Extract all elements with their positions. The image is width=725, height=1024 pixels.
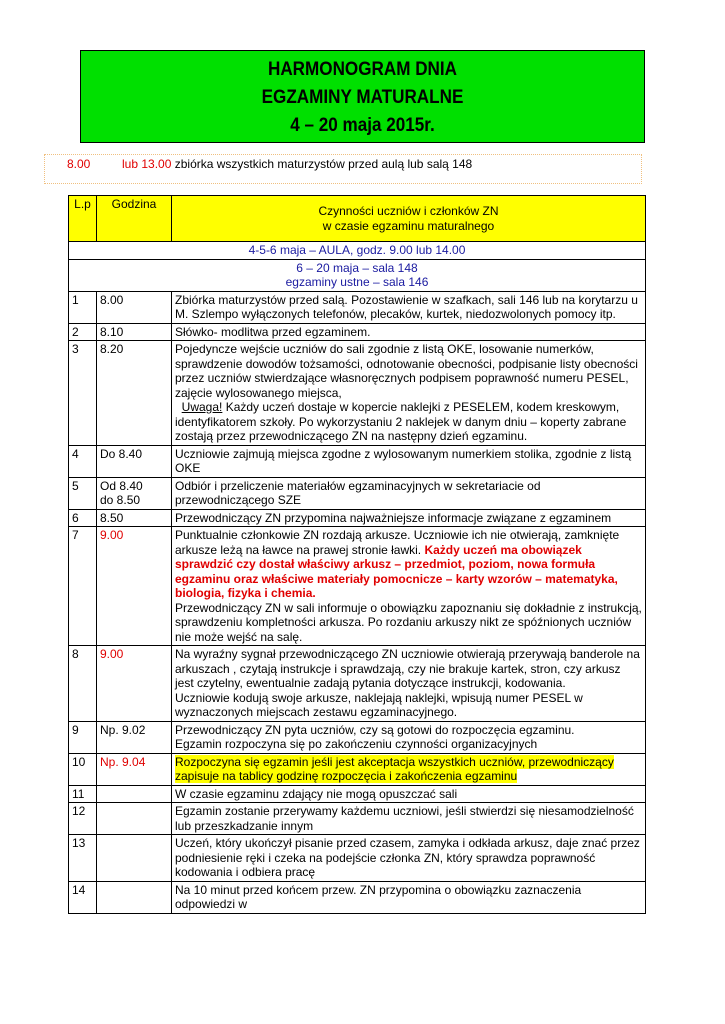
section-sala-line-1: 6 – 20 maja – sala 148	[296, 260, 418, 275]
row-time: 8.50	[97, 509, 172, 527]
row-text-part-a: Na wyraźny sygnał przewodniczącego ZN uczniowie otwierają przerywają banderole na arkuszach , czytają instrukcje i sprawdzają, czy nie brakuje kartek, stron, czy arkusz jest czytelny, ewentualnie zadają pytania dotyczące instrukcji, kodowania.	[175, 647, 640, 690]
row-time: 9.00	[97, 646, 172, 722]
table-row	[69, 341, 646, 446]
row-time-line-1: Od 8.40	[100, 478, 143, 493]
row-text: Zbiórka maturzystów przed salą. Pozostawienie w szafkach, sali 146 lub na korytarzu u M. Szlempo wyłączonych telefonów, plecaków, kurtek, niedozwolonych pomocy itp.	[172, 291, 646, 323]
header-time: Godzina	[97, 196, 172, 242]
row-text-part-b: Przewodniczący ZN w sali informuje o obowiązku zapoznaniu się dokładnie z instrukcją, sprawdzeniu kompletności arkusza. Po rozdaniu arkuszy nikt ze spóźnionych uczniów nie może wejść na salę.	[175, 600, 642, 644]
table-row	[69, 477, 646, 509]
row-text-emphasis: Każdy uczeń ma obowiązek sprawdzić czy dostał właściwy arkusz – przedmiot, poziom, nowa formuła egzaminu oraz właściwe materiały pomocnicze – karty wzorów – matematyka, biologia, fizyka i chemia.	[175, 542, 618, 600]
table-row	[69, 445, 646, 477]
row-text-part-b: Egzamin rozpoczyna się po zakończeniu czynności organizacyjnych	[175, 737, 538, 751]
row-text: Uczniowie zajmują miejsca zgodne z wylosowanym numerkiem stolika, zgodnie z listą OKE	[172, 445, 646, 477]
document-title-box	[80, 50, 645, 143]
row-lp: 2	[69, 323, 97, 341]
row-time	[97, 785, 172, 803]
row-lp: 12	[69, 803, 97, 835]
gathering-text: zbiórka wszystkich maturzystów przed aulą lub salą 148	[171, 157, 473, 171]
title-line-1: HARMONOGRAM DNIA	[267, 59, 458, 80]
title-line-3: 4 – 20 maja 2015r.	[290, 115, 435, 136]
table-row	[69, 646, 646, 722]
row-lp: 14	[69, 881, 97, 913]
row-time	[97, 803, 172, 835]
row-text	[172, 721, 646, 753]
row-text: Odbiór i przeliczenie materiałów egzaminacyjnych w sekretariacie od przewodniczącego SZE	[172, 477, 646, 509]
row-text	[172, 527, 646, 646]
row-text: Uczeń, który ukończył pisanie przed czasem, zamyka i odkłada arkusz, daje znać przez podniesienie ręki i czeka na podejście członka ZN, który sprawdza poprawność kodowania i odbiera pracę	[172, 835, 646, 882]
row-text: Przewodniczący ZN przypomina najważniejsze informacje związane z egzaminem	[172, 509, 646, 527]
gathering-note	[44, 154, 642, 184]
table-row	[69, 881, 646, 913]
row-time: Np. 9.04	[97, 753, 172, 785]
note-label: Uwaga!	[181, 400, 223, 414]
table-row	[69, 291, 646, 323]
row-time: 8.00	[97, 291, 172, 323]
row-lp: 5	[69, 477, 97, 509]
row-text	[172, 753, 646, 785]
row-time: 8.10	[97, 323, 172, 341]
gathering-time-1: 8.00	[67, 157, 91, 171]
header-lp: L.p	[69, 196, 97, 242]
row-lp: 10	[69, 753, 97, 785]
row-time	[97, 477, 172, 509]
row-text-part-a: Przewodniczący ZN pyta uczniów, czy są gotowi do rozpoczęcia egzaminu.	[175, 722, 575, 737]
row-text-part-b: Uczniowie kodują swoje arkusze, naklejają naklejki, wpisują numer PESEL w wyznaczonych miejscach zestawu egzaminacyjnego.	[175, 690, 583, 719]
row-lp: 8	[69, 646, 97, 722]
row-lp: 6	[69, 509, 97, 527]
table-row	[69, 509, 646, 527]
row-lp: 4	[69, 445, 97, 477]
row-text-part-a: Punktualnie członkowie ZN rozdają arkusze. Uczniowie ich nie otwierają, zamknięte arkusze leżą na ławce na prawej stronie ławki.	[175, 528, 620, 557]
section-row-aula	[69, 242, 646, 260]
table-row	[69, 753, 646, 785]
table-row	[69, 835, 646, 882]
table-row	[69, 803, 646, 835]
header-activity-line-2: w czasie egzaminu maturalnego	[322, 218, 495, 233]
row-text	[172, 646, 646, 722]
row-lp: 9	[69, 721, 97, 753]
row-lp: 3	[69, 341, 97, 446]
row-text-main: Pojedyncze wejście uczniów do sali zgodnie z listą OKE, losowanie numerków, sprawdzenie dowodów tożsamości, odnotowanie obecności, podpisanie listy obecności przez uczniów stwierdzające własnoręcznych podpisem poprawność numeru PESEL, zajęcie wylosowanego miejsca,	[175, 342, 638, 400]
row-lp: 11	[69, 785, 97, 803]
section-row-sala	[69, 259, 646, 291]
row-text: W czasie egzaminu zdający nie mogą opuszczać sali	[172, 785, 646, 803]
row-time: 8.20	[97, 341, 172, 446]
row-time: Do 8.40	[97, 445, 172, 477]
row-text	[172, 341, 646, 446]
header-activity	[172, 196, 646, 242]
table-row	[69, 527, 646, 646]
header-activity-line-1: Czynności uczniów i członków ZN	[318, 204, 499, 218]
row-text: Egzamin zostanie przerywamy każdemu uczniowi, jeśli stwierdzi się niesamodzielność lub przeszkadzanie innym	[172, 803, 646, 835]
table-header-row	[69, 196, 646, 242]
row-lp: 13	[69, 835, 97, 882]
title-line-2: EGZAMINY MATURALNE	[261, 87, 464, 108]
table-row	[69, 721, 646, 753]
table-row	[69, 785, 646, 803]
row-time: 9.00	[97, 527, 172, 646]
row-time: Np. 9.02	[97, 721, 172, 753]
table-row	[69, 323, 646, 341]
row-text: Słówko- modlitwa przed egzaminem.	[172, 323, 646, 341]
schedule-table	[68, 195, 646, 914]
row-text-highlighted: Rozpoczyna się egzamin jeśli jest akceptacja wszystkich uczniów, przewodniczący zapisuje na tablicy godzinę rozpoczęcia i zakończenia egzaminu	[175, 754, 614, 783]
section-sala	[69, 259, 646, 291]
row-time-line-2: do 8.50	[100, 493, 141, 507]
row-lp: 1	[69, 291, 97, 323]
note-text: Każdy uczeń dostaje w kopercie naklejki z PESELEM, kodem kreskowym, identyfikatorem szkoły. Po wykorzystaniu 2 naklejek w danym dniu – koperty zabrane zostają przez przewodniczącego ZN na następny dzień egzaminu.	[175, 400, 627, 443]
row-time	[97, 835, 172, 882]
row-text: Na 10 minut przed końcem przew. ZN przypomina o obowiązku zaznaczenia odpowiedzi w	[172, 881, 646, 913]
row-lp: 7	[69, 527, 97, 646]
row-time	[97, 881, 172, 913]
section-aula: 4-5-6 maja – AULA, godz. 9.00 lub 14.00	[69, 242, 646, 260]
section-sala-line-2: egzaminy ustne – sala 146	[285, 275, 429, 289]
gathering-time-2: lub 13.00	[122, 157, 172, 171]
